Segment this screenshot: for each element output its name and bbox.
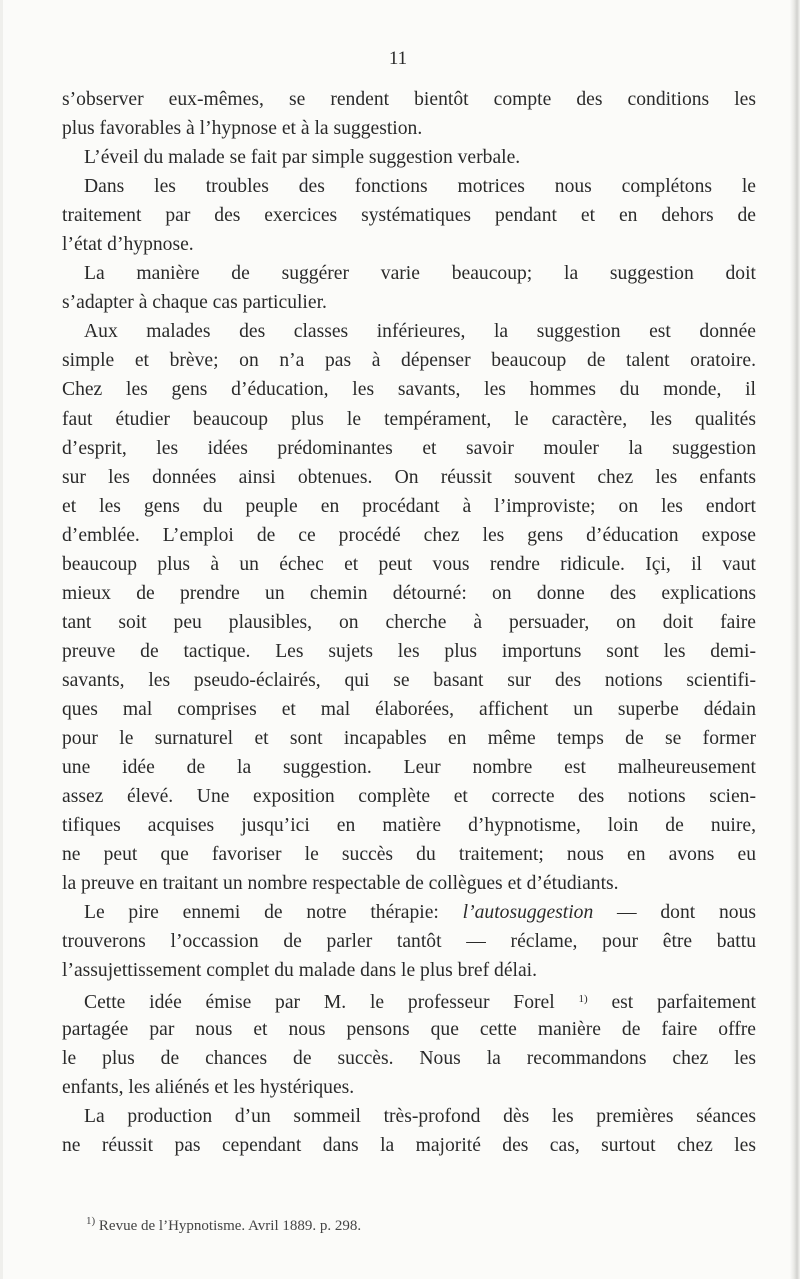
text-line: tant soit peu plausibles, on cherche à persuader, on doit faire <box>62 611 756 633</box>
text-line: preuve de tactique. Les sujets les plus importuns sont les demi- <box>62 640 756 662</box>
text-line-pire <box>62 898 756 927</box>
text-line: La manière de suggérer varie beaucoup; la suggestion doit <box>84 263 756 285</box>
text-line: d’emblée. L’emploi de ce procédé chez les gens d’éducation expose <box>62 524 756 546</box>
pire-text-after: — dont nous <box>617 902 756 924</box>
forel-text-before: Cette idée émise par M. le professeur Forel <box>84 992 555 1014</box>
text-line: faut étudier beaucoup plus le tempérament, le caractère, les qualités <box>62 408 756 430</box>
text-line: Chez les gens d’éducation, les savants, les hommes du monde, il <box>62 379 756 401</box>
page-left-edge <box>0 0 3 1279</box>
page-right-edge <box>790 0 800 1279</box>
forel-text-after: est parfaitement <box>611 992 756 1014</box>
text-line: partagée par nous et nous pensons que cette manière de faire offre <box>62 1018 756 1040</box>
text-line: traitement par des exercices systématiques pendant et en dehors de <box>62 205 756 227</box>
text-line: l’assujettissement complet du malade dans le plus bref délai. <box>62 960 538 982</box>
text-line: L’éveil du malade se fait par simple suggestion verbale. <box>84 147 521 169</box>
text-line: s’observer eux-mêmes, se rendent bientôt compte des conditions les <box>62 89 756 110</box>
text-line: et les gens du peuple en procédant à l’improviste; on les endort <box>62 495 756 517</box>
pire-text-before: Le pire ennemi de notre thérapie: <box>84 902 439 924</box>
text-line: plus favorables à l’hypnose et à la suggestion. <box>62 118 423 140</box>
text-line: sur les données ainsi obtenues. On réussit souvent chez les enfants <box>62 466 756 488</box>
footnote-marker: 1) <box>86 1215 96 1227</box>
text-line: Dans les troubles des fonctions motrices nous complétons le <box>84 176 756 198</box>
text-line: mieux de prendre un chemin détourné: on donne des explications <box>62 582 756 604</box>
text-line: d’esprit, les idées prédominantes et savoir mouler la suggestion <box>62 437 756 459</box>
body-text <box>62 85 756 1160</box>
text-line: Aux malades des classes inférieures, la suggestion est donnée <box>84 321 756 343</box>
text-line: La production d’un sommeil très-profond dès les premières séances <box>84 1105 756 1127</box>
text-line: ne peut que favoriser le succès du traitement; nous en avons eu <box>62 844 756 866</box>
text-line: simple et brève; on n’a pas à dépenser beaucoup de talent oratoire. <box>62 350 756 372</box>
text-line: pour le surnaturel et sont incapables en même temps de se former <box>62 728 756 750</box>
autosuggestion-term: l’autosuggestion <box>462 902 594 924</box>
text-line: une idée de la suggestion. Leur nombre est malheureusement <box>62 757 756 779</box>
text-line: l’état d’hypnose. <box>62 234 194 256</box>
text-line: ques mal comprises et mal élaborées, affichent un superbe dédain <box>62 698 756 720</box>
text-line: enfants, les aliénés et les hystériques. <box>62 1076 355 1098</box>
text-line: beaucoup plus à un échec et peut vous rendre ridicule. Içi, il vaut <box>62 553 756 575</box>
footnote <box>86 1212 361 1235</box>
text-line: tifiques acquises jusqu’ici en matière d’hypnotisme, loin de nuire, <box>62 815 756 837</box>
text-line-forel <box>62 985 756 1014</box>
text-line: trouverons l’occassion de parler tantôt — réclame, pour être battu <box>62 931 756 953</box>
text-line: assez élevé. Une exposition complète et correcte des notions scien- <box>62 786 756 808</box>
footnote-reference: 1) <box>578 993 588 1006</box>
text-line: ne réussit pas cependant dans la majorité des cas, surtout chez les <box>62 1134 756 1156</box>
page-number: 11 <box>388 48 408 69</box>
footnote-text: Revue de l’Hypnotisme. Avril 1889. p. 298. <box>98 1218 362 1234</box>
text-line: le plus de chances de succès. Nous la recommandons chez les <box>62 1047 756 1069</box>
text-line: s’adapter à chaque cas particulier. <box>62 292 327 314</box>
text-line: savants, les pseudo-éclairés, qui se basant sur des notions scientifi- <box>62 669 756 691</box>
text-line: la preuve en traitant un nombre respectable de collègues et d’étudiants. <box>62 873 619 895</box>
